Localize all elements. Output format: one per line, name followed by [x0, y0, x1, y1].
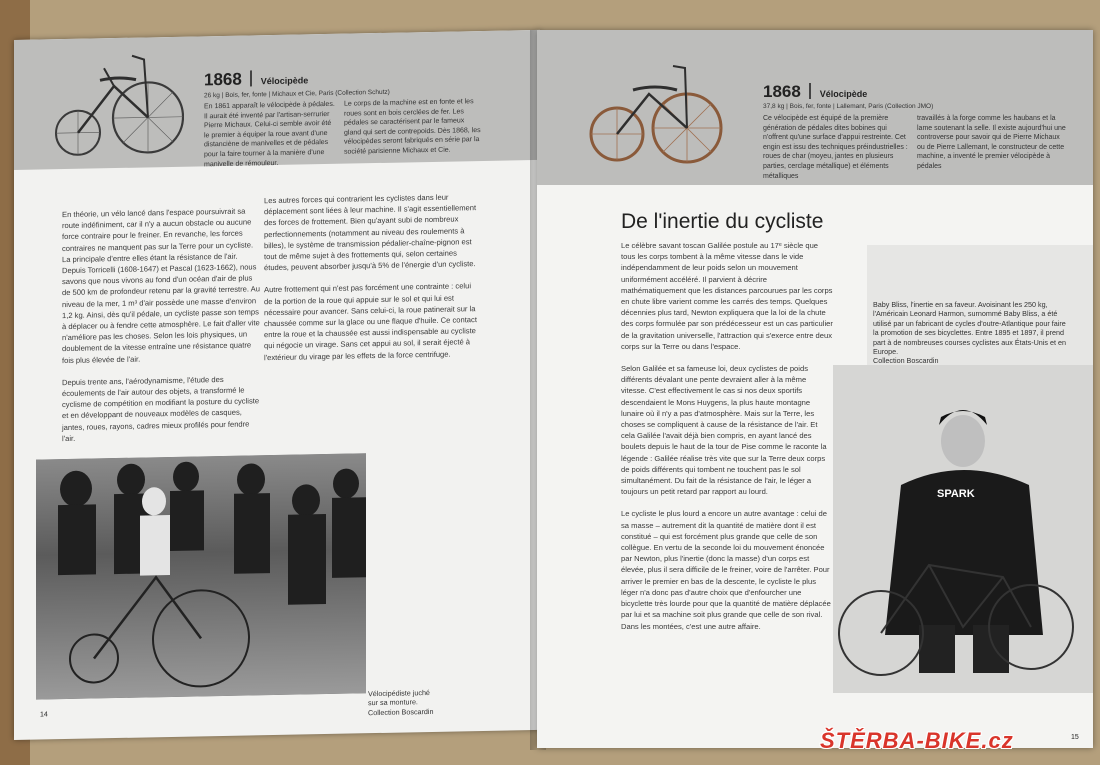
paragraph: Les autres forces qui contrarient les cyclistes dans leur déplacement sont liées à leur machine. Il s'agit essentiellement des forces de frottement. Bien qu'ayant subi de nombreux perfectionnements (notamment au niveau des roulements à billes), le système de transmission pédalier-chaîne-pignon est tout de même sujet à des frottements qui, selon certaines études, peuvent absorber jusqu'à 5% de l'énergie d'un cycliste. [264, 192, 477, 273]
right-page-number: 15 [1071, 734, 1079, 741]
left-header-year: 1868 [204, 69, 242, 90]
left-column-2 [264, 191, 478, 374]
velocipedist-photo [36, 453, 366, 699]
baby-bliss-photo-graphic [833, 365, 1093, 693]
jersey-text: SPARK [937, 488, 975, 500]
right-header-col2: travaillés à la forge comme les haubans et la lame soutenant la selle. Il existe aujourd'hui une controverse pour savoir qui de Pierre Michaux ou de Pierre Lallemant, le constructeur de cette machine, a inventé le premier vélocipède à pédales [917, 115, 1066, 170]
paragraph: En théorie, un vélo lancé dans l'espace poursuivrait sa route indéfiniment, car il n'y a aucun obstacle ou aucune force contraire pour le freiner. En revanche, les forces contraires ne manquent pas sur la Terre pour un cycliste. La principale d'entre elles étant la résistance de l'air. Depuis Torricelli (1608-1647) et Pascal (1623-1662), nous savons que nous vivons au fond d'un océan d'air de plus de 500 km de profondeur retenu par la gravité terrestre. Au niveau de la mer, 1 m³ d'air possède une masse d'environ 1,2 kg. Ainsi, dès qu'il pédale, un cycliste passe son temps à déplacer ou à fendre cette atmosphère. Le fait d'aller vite n'améliore pas les choses. Selon les lois physiques, un doublement de la vitesse entraîne une résistance quatre fois plus élevée de l'air. [62, 206, 260, 365]
right-header-meta: 37,8 kg | Bois, fer, fonte | Lallemant, Paris (Collection JMO) [763, 103, 934, 110]
velocipede-illustration-right [583, 54, 723, 164]
right-header-col1: Ce vélocipède est équipé de la première génération de pédales dites bobines qui n'offrent qu'une surface d'appui restreinte. Cet engin est issu des techniques préindustrielles : roues de char (moyeu, jantes en plusieurs parties, cerclage métallique) et éléments métalliques [763, 115, 908, 180]
left-header-col1: En 1861 apparaît le vélocipède à pédales. Il aurait été inventé par l'artisan-serrurier Pierre Michaux. Celui-ci semble avoir été le premier à équiper la roue avant d'une distanciène de manivelles et de pédales pour la faire tourner à la manière d'une manivelle de rémouleur. [204, 100, 335, 168]
paragraph: Autre frottement qui n'est pas forcément une contrainte : celui de la portion de la roue qui appuie sur le sol et qui lui est nécessaire pour avancer. Sans celui-ci, la roue patinerait sur la chaussée comme sur la glace ou une flaque d'huile. Ce contact entre la roue et la chaussée est aussi indispensable au cycliste qui négocie un virage. Sans cet appui au sol, il serait éjecté à l'extérieur du virage par les effets de la force centrifuge. [264, 281, 477, 362]
right-header-year: 1868 [763, 82, 801, 101]
divider [250, 70, 252, 86]
right-header-title: Vélocipède [819, 89, 868, 99]
caption-line: Vélocipédiste juché [368, 688, 430, 699]
right-body-column [621, 240, 833, 643]
left-header-col2: Le corps de la machine est en fonte et les roues sont en bois cerclées de fer. Les pédales se caractérisent par le fameux gland qui sert de contrepoids. Dès 1868, les vélocipèdes seront fabriqués en série par la société parisienne Michaux et Cie. [344, 98, 481, 156]
site-watermark [820, 728, 1014, 754]
left-header-meta: 26 kg | Bois, fer, fonte | Michaux et Cie, Paris (Collection Schutz) [204, 88, 390, 100]
caption-credit: Collection Boscardin [873, 356, 939, 366]
paragraph: Le célèbre savant toscan Galilée postule au 17ᵉ siècle que tous les corps tombent à la même vitesse dans le vide indépendamment de leur poids selon un mouvement uniformément accéléré. Il parvient à décrire mathématiquement que les distances parcourues par les corps en chute libre varient comme les carrés des temps. Quelques décennies plus tard, Newton expliquera que la loi de la chute des corps formulée par son prédécesseur est un cas particulier de la gravitation universelle, l'attraction qui s'exerce entre deux corps sur la Terre ou dans l'espace. [621, 241, 833, 351]
watermark-suffix: -BIKE.cz [916, 728, 1014, 753]
velocipedist-photo-graphic [36, 453, 366, 699]
left-header-band [14, 30, 540, 170]
paragraph: Le cycliste le plus lourd a encore un autre avantage : celui de sa masse – autrement dit la quantité de matière dont il est constitué – qui est forcément plus grande que celle de son collègue. En vertu de la seconde loi du mouvement énoncée par Newton, plus l'inertie (donc la masse) d'un corps est élevée, plus il sera difficile de le freiner, voire de l'arrêter. Pour arriver le premier en bas de la descente, le cycliste le plus léger n'a donc pas d'autre choix que d'enfourcher une bicyclette très lourde pour que la quantité de matière déplacée par lui et sa machine soit plus grande que celle de son rival. Dans les montées, c'est une autre affaire. [621, 509, 831, 631]
caption-text: Baby Bliss, l'inertie en sa faveur. Avoisinant les 250 kg, l'Américain Leonard Harmon, surnommé Baby Bliss, a été utilisé par un fabricant de cycles d'outre-Atlantique pour faire la promotion de ses bicyclettes. Entre 1895 et 1897, il prend part à de nombreuses courses cyclistes aux États-Unis et en Europe. [873, 300, 1066, 357]
watermark-main: ŠTĚRBA [820, 728, 917, 753]
divider [809, 83, 811, 99]
left-page [14, 30, 540, 740]
left-column-1 [62, 205, 262, 455]
right-page [537, 30, 1093, 748]
section-heading: De l'inertie du cycliste [621, 210, 824, 233]
velocipede-illustration-left [44, 45, 184, 158]
caption-line: sur sa monture. [368, 697, 418, 708]
right-header-band [537, 30, 1093, 185]
baby-bliss-caption [873, 300, 1073, 366]
caption-line: Collection Boscardin [368, 706, 434, 718]
left-header-title: Vélocipède [260, 75, 309, 87]
left-page-number: 14 [40, 711, 48, 719]
paragraph: Selon Galilée et sa fameuse loi, deux cyclistes de poids différents dévalant une pente devraient aller à la même vitesse. C'est effectivement le cas si nos deux sportifs descendaient le Mons Huygens, la plus haute montagne lunaire où il n'y a pas d'atmosphère. Mais sur la Terre, les choses se compliquent à cause de la résistance de l'air. Et cela Galilée l'avait déjà bien compris, en ayant lancé des boulets depuis le haut de la tour de Pise comme le raconte la légende : Galilée réalise très vite que sur la Terre deux corps de poids différents qui tombent ne touchent pas le sol simultanément. Du fait de la résistance de l'air, le léger a toujours un petit retard par rapport au lourd. [621, 364, 827, 497]
paragraph: Depuis trente ans, l'aérodynamisme, l'étude des écoulements de l'air autour des objets, a transformé le cyclisme de compétition en modifiant la posture du cycliste et en développant de nouveaux modèles de casques, jantes, roues, rayons, cadres mieux profilés pour fendre l'air. [62, 374, 260, 443]
baby-bliss-photo [833, 365, 1093, 693]
left-photo-caption [368, 687, 488, 718]
